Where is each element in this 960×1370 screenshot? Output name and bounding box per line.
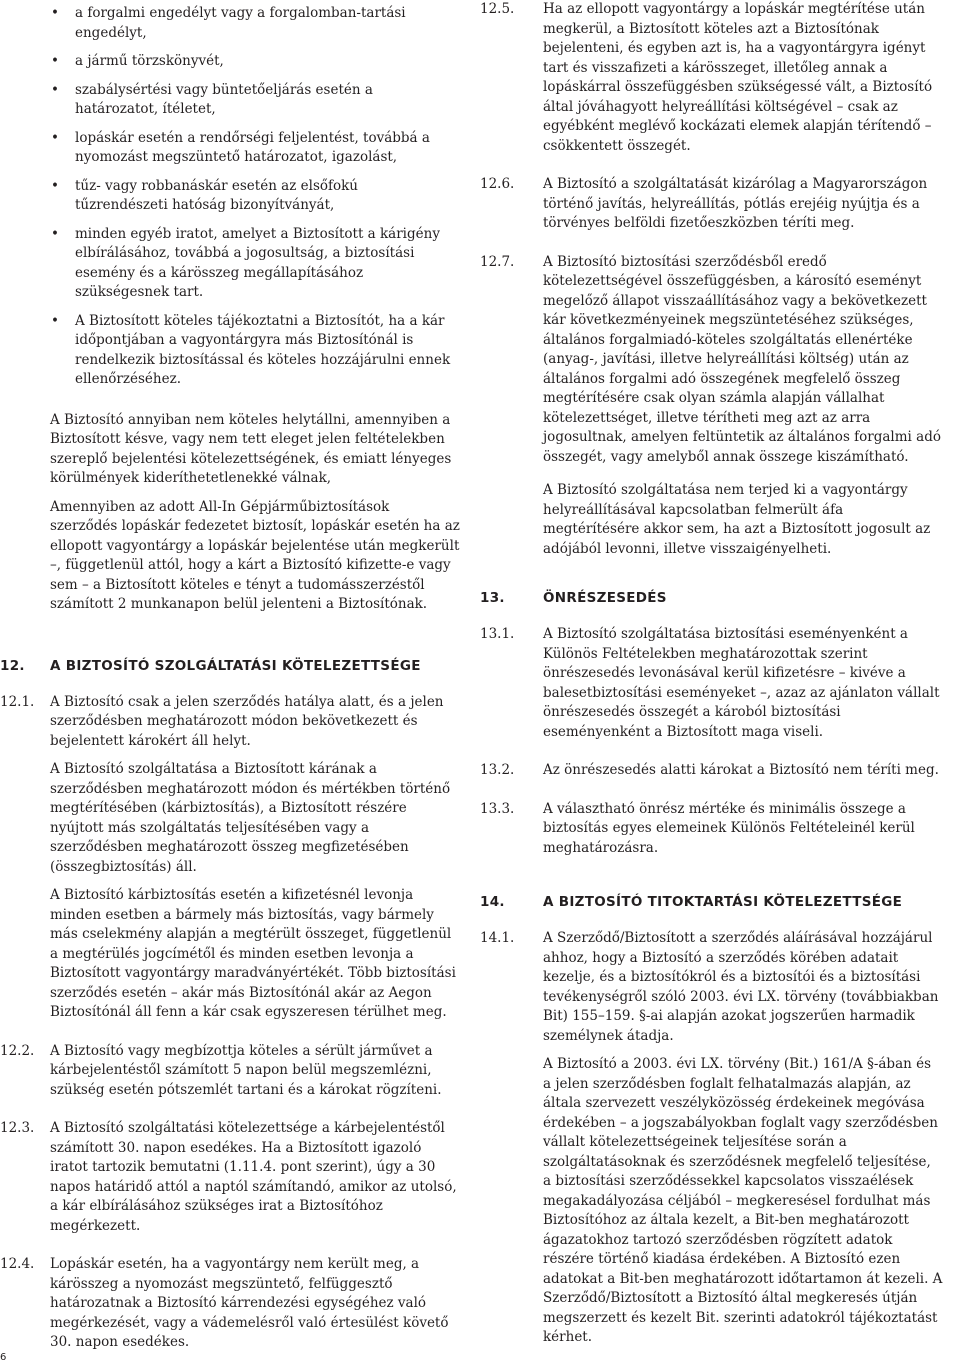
section-heading-14: 14. A BIZTOSÍTÓ TITOKTARTÁSI KÖTELEZETTSÉGE: [480, 894, 903, 910]
left-column: [0, 0, 470, 1353]
paragraph: A Biztosító kárbiztosítás esetén a kifizetésnél levonja minden esetben a bármely más biztosítás, vagy bármely más cselekmény alapján a megtérült összeget, függetlenül a megtérülés jogcímétől és minden esetben levonja a Biztosított vagyontárgy maradványértékét. Több biztosítási szerződés esetén – akár más Biztosítónál akár az Aegon Biztosítónál áll fenn a kár csak egyszeresen térülhet meg.: [50, 887, 456, 1020]
paragraph: A Biztosító szolgáltatása nem terjed ki a vagyontárgy helyreállításával kapcsolatban felmerült áfa megtérítésére akkor sem, ha azt a Biztosított jogosult az adójából levonni, illetve visszaigényelheti.: [543, 482, 931, 557]
clause-13-1: 13.1. A Biztosító szolgáltatása biztosítási eseményenként a Különös Feltételekben meghatározottak szerint önrészesedés levonásával kerül kifizetésre – kivéve a balesetbiztosítási eseményeket –, azaz az ajánlaton vállalt önrészesedés összegét a károból biztosítási eseményenként a Biztosított maga viseli.: [480, 626, 940, 740]
clause-12-3: 12.3. A Biztosító szolgáltatási kötelezettsége a kárbejelentéstől számított 30. napon esedékes. Ha a Biztosított igazoló iratot tartozik bemutatni (1.11.4. pont szerint), úgy a 30 napos határidő attól a naptól számítandó, amikor az utolsó, a kár elbírálásához szükséges irat a Biztosítóhoz megérkezett.: [0, 1120, 457, 1234]
required-documents-list: [0, 4, 470, 390]
list-item: • lopáskár esetén a rendőrségi feljelentést, továbbá a nyomozást megszüntető határozatot, igazolást,: [51, 129, 430, 165]
section-heading-13: 13. ÖNRÉSZESEDÉS: [480, 590, 667, 606]
list-item: • minden egyéb iratot, amelyet a Biztosított a kárigény elbírálásához, továbbá a jogosultság, a biztosítási esemény és a kárösszeg megállapításához szükségesnek tart.: [51, 225, 440, 300]
clause-12-1: 12.1. A Biztosító csak a jelen szerződés hatálya alatt, és a jelen szerződésben meghatározott módon bekövetkezett és bejelentett károkért áll helyt.: [0, 693, 444, 749]
list-item: • a jármű törzskönyvét,: [51, 53, 224, 69]
clause-13-2: 13.2. Az önrészesedés alatti károkat a Biztosító nem téríti meg.: [480, 762, 939, 778]
clause-12-5: 12.5. Ha az ellopott vagyontárgy a lopáskár megtérítése után megkerül, a Biztosított köteles azt a Biztosítónak bejelenteni, és egyben azt is, ha a vagyontárgyra igényt tart és visszafizeti a kárösszeget, illetőleg annak a lopáskárral összefüggésben szükségessé vált, a Biztosító által jóváhagyott helyreállítási költségével – csak az egyébként meglévő kockázati elemek alapján térítendő – csökkentett összegét.: [480, 1, 933, 154]
list-item: • A Biztosított köteles tájékoztatni a Biztosítót, ha a kár időpontjában a vagyontárgyra más Biztosítónál is rendelkezik biztosítással és köteles hozzájárulni ennek ellenőrzéséhez.: [51, 312, 451, 387]
paragraph: Amennyiben az adott All-In Gépjárműbiztosítások szerződés lopáskár fedezetet biztosít, lopáskár esetén ha az ellopott vagyontárgy a lopáskár bejelentése után megkerült –, függetlenül attól, hogy a kárt a Biztosító kifizette-e vagy sem – a Biztosított köteles e tényt a tudomásszerzéstől számított 2 munkanapon belül jelenteni a Biztosítónak.: [50, 498, 460, 612]
clause-12-6: 12.6. A Biztosító a szolgáltatását kizárólag a Magyarországon történő javítás, helyreállítás, pótlás erejéig nyújtja és a törvényes belföldi fizetőeszközben téríti meg.: [480, 176, 928, 231]
right-column: [480, 0, 950, 1357]
clause-12-7: 12.7. A Biztosító biztosítási szerződésből eredő kötelezettségével összefüggésben, a károsító eseményt megelőző állapot visszaállításához vagy a bekövetkezett kár következményeinek megszüntetéséhez szükséges, általános forgalmiadó-köteles szolgáltatás ellenértéke (anyag-, javítási, illetve helyreállítási költség) után az általános forgalmi adó összegének megfelelő összeg megtérítésére csak olyan számla alapján vállalhat kötelezettséget, illetve térítheti meg azt az arra jogosultnak, amelyen feltüntetik az általános forgalmi adó összegét, vagy amelyből annak összege kiszámítható.: [480, 253, 941, 465]
list-item: • a forgalmi engedélyt vagy a forgalomban-tartási engedélyt,: [51, 5, 406, 41]
clause-14-1: 14.1. A Szerződő/Biztosított a szerződés aláírásával hozzájárul ahhoz, hogy a Biztosító a szerződés körében adatait kezelje, és a biztosítókról és a biztosítói és a biztosítási tevékenységről szóló 2003. évi LX. törvény (továbbiakban Bit) 155–159. §-ai alapján azokat jogszerűen harmadik személynek átadja.: [480, 930, 939, 1044]
paragraph: A Biztosító annyiban nem köteles helytállni, amennyiben a Biztosított késve, vagy nem tett eleget jelen feltételekben szereplő bejelentési kötelezettségének, és emiatt lényeges körülmények kideríthetetlenekké válnak,: [50, 411, 452, 486]
list-item: • tűz- vagy robbanáskár esetén az elsőfokú tűzrendészeti hatóság bizonyítványát,: [51, 177, 358, 213]
paragraph: A Biztosító szolgáltatása a Biztosított kárának a szerződésben meghatározott módon és mértékben történő megtérítésében (kárbiztosítás), a Biztosított részére nyújtott más szolgáltatás teljesítésében vagy a szerződésben meghatározott összeg megfizetésében (összegbiztosítás) áll.: [50, 761, 451, 875]
clause-12-2: 12.2. A Biztosító vagy megbízottja köteles a sérült járművet a kárbejelentéstől számított 5 napon belül megszemlézni, szükség esetén pótszemlét tartani és a károkat rögzíteni.: [0, 1042, 442, 1098]
clause-13-3: 13.3. A választható önrész mértéke és minimális összege a biztosítás egyes elemeinek Különös Feltételeinél kerül meghatározásra.: [480, 800, 915, 856]
paragraph: A Biztosító a 2003. évi LX. törvény (Bit.) 161/A §-ában és a jelen szerződésben foglalt felhatalmazás alapján, az általa szervezett veszélyközösség érdekeinek megóvása érdekében – a jogszabályokban foglalt vagy szerződésben vállalt kötelezettségeinek teljesítése során a szolgáltatásoknak és szerződésnek megfelelő teljesítése, a biztosítási szerződéssekkel kapcsolatos visszaélések megakadályozása céljából – megkeresésel fordulhat más Biztosítóhoz az általa kezelt, a Bit-ben meghatározott ágazatokhoz tartozó szerződésben rögzített adatok részére történő kiadása érdekében. A Biztosító ezen adatokat a Bit-ben meghatározott időtartamon át kezeli. A Szerződő/Biztosított a Biztosító által megkeresés útján megszerzett és kezelt Bit. szerinti adatokról tájékoztatást kérhet.: [543, 1056, 943, 1345]
clause-12-4: 12.4. Lopáskár esetén, ha a vagyontárgy nem került meg, a kárösszeg a nyomozást megszüntető, felfüggesztő határozatnak a Biztosító kárrendezési egységéhez való megérkezését, vagy a vádemelésről való értesülést követő 30. napon esedékes.: [0, 1256, 449, 1350]
section-heading-12: 12. A BIZTOSÍTÓ SZOLGÁLTATÁSI KÖTELEZETTSÉGE: [0, 657, 421, 674]
page-number: 6: [0, 1352, 7, 1363]
list-item: • szabálysértési vagy büntetőeljárás esetén a határozatot, ítéletet,: [51, 81, 373, 117]
